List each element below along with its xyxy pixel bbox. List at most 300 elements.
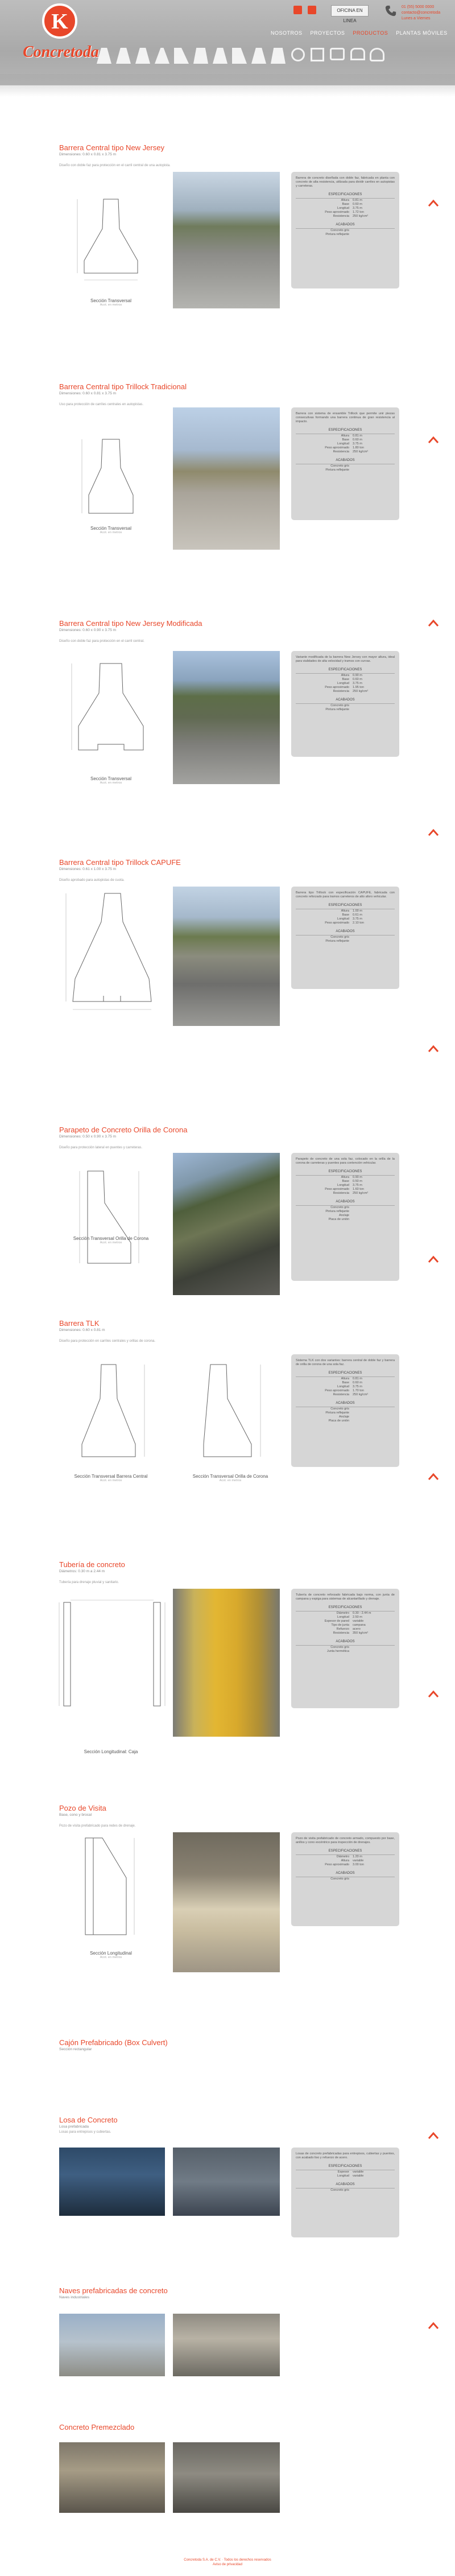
spec-key: Longitud [337,1615,349,1619]
spec-value [353,1877,387,1881]
spec-heading: ACABADOS [296,930,395,935]
barrier-icon[interactable] [213,48,228,64]
spec-heading: ESPECIFICACIONES [296,1371,395,1377]
spec-value: 3.75 m [353,1385,362,1388]
spec-key: Altura [341,199,349,202]
product-subtitle: Sección rectangular [59,2047,92,2051]
facebook-icon[interactable] [293,6,302,14]
spec-key: Peso aproximado [325,211,349,214]
product-section [0,2423,455,2537]
spec-row [296,1419,395,1423]
spec-value [353,1214,387,1218]
footer-link[interactable]: Aviso de privacidad [213,2563,242,2566]
spec-value: 0.30 - 2.44 m [353,1611,371,1615]
product-note: Diseño con doble faz para protección en el carril central. [59,640,144,643]
spec-row [296,434,395,438]
product-section [0,619,455,835]
chevron-up-icon[interactable] [428,619,439,627]
spec-row [296,1415,395,1419]
spec-key: Resistencia [333,1393,349,1396]
spec-value: variable [353,2170,364,2174]
spec-key: Altura [341,434,349,438]
chevron-up-icon[interactable] [428,199,439,207]
spec-value [353,939,387,943]
spec-value: 250 kg/cm² [353,450,369,454]
product-photo [173,2442,280,2513]
spec-heading: ACABADOS [296,1640,395,1646]
spec-key: Peso aproximado [325,686,349,689]
product-subtitle: Dimensiones: 0.61 x 1.00 x 3.75 m [59,867,117,871]
spec-heading: ACABADOS [296,698,395,704]
spec-row [296,211,395,215]
spec-row [296,1859,395,1863]
drawing-caption [63,526,159,534]
spec-key: Altura [341,674,349,677]
spec-key: Anclaje [338,1415,349,1419]
spec-heading: ESPECIFICACIONES [296,193,395,199]
slab-icon[interactable] [330,48,345,60]
product-title: Barrera Central tipo Trillock Tradicional [59,382,187,391]
product-description: Variante modificada de la barrera New Jersey con mayor altura, ideal para vialidades de alta velocidad y tramos con curvas. [296,656,395,663]
spec-key: Peso aproximado [325,1863,349,1866]
spec-value: 0.61 m [353,913,362,917]
product-subtitle: Dimensiones: 0.60 x 0.90 x 3.75 m [59,628,117,632]
product-photo [173,2148,280,2216]
spec-row [296,1210,395,1214]
caption-text: Sección Longitudinal [90,1951,132,1956]
spec-row [296,682,395,686]
product-title: Barrera Central tipo New Jersey Modificada [59,619,202,628]
spec-value: variable [353,1619,364,1623]
spec-value: 0.81 m [353,434,362,438]
cross-section-drawing [57,1594,171,1725]
logo-letter: K [51,10,68,34]
product-photo [59,2314,165,2376]
caption-text: Sección Longitudinal: Caja [84,1749,138,1754]
spec-value: 0.60 m [353,438,362,442]
caption-text: Sección Transversal [90,526,132,531]
spec-row [296,913,395,917]
spec-heading: ACABADOS [296,1200,395,1206]
site-header [0,0,455,85]
spec-box [291,407,399,520]
product-note: Diseño para protección en carriles centrales y orillas de corona. [59,1339,156,1343]
warehouse-icon[interactable] [350,48,365,60]
spec-row [296,1615,395,1619]
spec-value: 250 kg/cm² [353,215,369,218]
nav-item-productos[interactable]: PRODUCTOS [353,30,388,36]
spec-value: 250 kg/cm² [353,690,369,693]
spec-row [296,446,395,450]
spec-value: 1.20 m [353,1855,362,1858]
spec-key: Concreto gris [330,1877,349,1881]
product-note: Tubería para drenaje pluvial y sanitario. [59,1581,119,1584]
spec-key: Longitud [337,2174,349,2178]
spec-row [296,1393,395,1397]
spec-heading: ESPECIFICACIONES [296,668,395,674]
spec-value [353,708,387,712]
drawing-caption [63,1951,159,1959]
spec-heading: ESPECIFICACIONES [296,1170,395,1176]
spec-row [296,1627,395,1631]
spec-key: Concreto gris [330,1206,349,1209]
chevron-up-icon[interactable] [428,2132,439,2140]
spec-value [353,2188,387,2192]
spec-value: 3.00 ton [353,1863,364,1866]
spec-key: Peso aproximado [325,1188,349,1191]
spec-key: Tipo de junta [331,1623,349,1627]
product-section [0,2116,455,2286]
spec-heading: ACABADOS [296,1872,395,1877]
product-note: Diseño para protección lateral en puentes y carreteras. [59,1146,143,1149]
spec-key: Resistencia [333,215,349,218]
spec-key: Concreto gris [330,935,349,939]
barrier-icon[interactable] [135,48,150,64]
product-photo [173,1832,280,1972]
spec-row [296,678,395,682]
caption-small: Acot. en metros [100,303,122,307]
spec-row [296,1377,395,1381]
nav-item-plantas[interactable]: PLANTAS MÓVILES [396,30,448,36]
caption-small: Acot. en metros [100,1956,122,1959]
spec-value [353,1650,387,1654]
product-title: Barrera Central tipo Trillock CAPUFE [59,858,181,867]
brand-logo[interactable] [13,3,104,72]
product-subtitle: Base, cono y brocal [59,1813,92,1817]
spec-key: Altura [341,1859,349,1862]
spec-key: Concreto gris [330,704,349,707]
spec-box [291,1153,399,1281]
parapet-icon[interactable] [174,48,189,64]
spec-key: Concreto gris [330,1646,349,1649]
caption-small: Acot. en metros [100,781,122,785]
spec-value: 250 kg/cm² [353,1393,369,1396]
spec-value: 3.75 m [353,207,362,210]
spec-value [353,935,387,939]
spec-key: Placa de unión [328,1419,349,1423]
caption-small: Acot. en metros [100,531,122,534]
caption-text: Sección Transversal [90,298,132,303]
product-section [0,1126,455,1330]
spec-value: 0.90 m [353,1176,362,1179]
spec-key: Peso aproximado [325,921,349,925]
spec-value: 0.90 m [353,674,362,677]
spec-key: Peso aproximado [325,1389,349,1392]
spec-value [353,1419,387,1423]
product-photo [173,651,280,784]
product-note: Diseño aprobado para autopistas de cuota. [59,879,125,882]
spec-row [296,1218,395,1222]
chevron-up-icon[interactable] [428,829,439,836]
phone-icon [384,5,397,17]
spec-key: Pintura reflejante [325,1411,349,1415]
drawing-caption [63,1236,159,1244]
spec-heading: ESPECIFICACIONES [296,904,395,909]
footer [0,2558,455,2567]
spec-row [296,1385,395,1389]
barrier-icon[interactable] [116,48,131,64]
product-subtitle: Dimensiones: 0.60 x 0.81 x 3.75 m [59,391,117,395]
spec-row [296,1389,395,1393]
spec-value [353,1210,387,1214]
product-description: Losas de concreto prefabricadas para entrepisos, cubiertas y puentes, con acabado liso y refuerzo de acero. [296,2152,395,2159]
product-section [0,1560,455,1788]
spec-row [296,939,395,943]
product-icon-row [91,48,455,68]
product-description: Sistema TLK con dos variantes: barrera central de doble faz y barrera de orilla de corona de una sola faz. [296,1359,395,1366]
cross-section-drawing [63,1832,159,1946]
box-culvert-icon[interactable] [311,48,324,61]
spec-value: variable [353,1859,364,1862]
spec-key: Diámetro [336,1855,349,1858]
spec-row [296,450,395,454]
drawing-caption [63,1474,159,1482]
product-photo [59,2148,165,2216]
chevron-up-icon[interactable] [428,1045,439,1053]
spec-key: Resistencia [333,450,349,454]
spec-row [296,690,395,694]
logo-mark [42,3,77,39]
parapet-icon[interactable] [232,48,247,64]
spec-row [296,442,395,446]
spec-value: 3.75 m [353,917,362,921]
spec-row [296,207,395,211]
product-section [0,1804,455,2031]
spec-row [296,935,395,939]
spec-row [296,1855,395,1859]
spec-value [353,1646,387,1650]
spec-row [296,1650,395,1654]
spec-value [353,1411,387,1415]
spec-value [353,1407,387,1411]
spec-value: 1.95 ton [353,686,364,689]
barrier-icon[interactable] [193,48,208,64]
product-description: Barrera tipo Trillock con especificación CAPUFE, fabricada con concreto reforzado para tramos carreteros de alto aforo vehicular. [296,891,395,898]
spec-key: Altura [341,1377,349,1380]
spec-key: Longitud [337,1184,349,1187]
spec-value [353,704,387,708]
spec-value: 3.75 m [353,442,362,446]
spec-row [296,1877,395,1881]
product-photo [173,2314,280,2376]
product-subtitle: Diámetros: 0.30 m a 2.44 m [59,1569,105,1573]
spec-heading: ESPECIFICACIONES [296,428,395,434]
spec-key: Resistencia [333,1631,349,1635]
youtube-icon[interactable] [308,6,316,14]
spec-value: campana [353,1623,366,1627]
spec-row [296,1631,395,1635]
spec-value: 1.70 ton [353,1389,364,1392]
spec-value [353,1218,387,1222]
product-section [0,382,455,587]
spec-key: Junta hermética [326,1650,349,1653]
spec-value: 1.80 ton [353,446,364,450]
spec-value: 2.50 m [353,1615,362,1619]
chevron-up-icon[interactable] [428,1690,439,1698]
product-subtitle: Dimensiones: 0.60 x 0.81 m [59,1328,105,1332]
chevron-up-icon[interactable] [428,1255,439,1263]
product-photo [173,407,280,550]
spec-key: Concreto gris [330,2188,349,2192]
spec-row [296,1176,395,1180]
product-description: Barrera con sistema de ensamble Trillock que permite unir piezas consecutivas formando una barrera continua de gran resistencia al impacto. [296,412,395,423]
logo-text: Concretoda [23,43,99,61]
spec-key: Diámetro [336,1611,349,1615]
spec-value [353,1415,387,1419]
spec-heading: ESPECIFICACIONES [296,1849,395,1855]
spec-value: variable [353,2174,364,2178]
main-nav [271,30,454,36]
spec-key: Base [342,438,349,442]
product-title: Parapeto de Concreto Orilla de Corona [59,1126,188,1134]
spec-heading: ACABADOS [296,223,395,229]
spec-key: Pintura reflejante [325,233,349,236]
spec-key: Espesor [337,2170,349,2174]
spec-key: Base [342,1381,349,1384]
spec-value: 3.75 m [353,682,362,685]
spec-heading: ACABADOS [296,459,395,464]
contact-info [402,5,440,22]
spec-row [296,438,395,442]
spec-row [296,229,395,233]
spec-value: 0.50 m [353,1180,362,1183]
spec-row [296,1381,395,1385]
spec-box [291,651,399,757]
chevron-up-icon[interactable] [428,436,439,444]
spec-value [353,229,387,233]
spec-value [353,464,387,468]
spec-row [296,917,395,921]
spec-row [296,464,395,468]
spec-row [296,686,395,690]
spec-box [291,2148,399,2237]
cross-section-drawing [188,1359,273,1467]
contact-line: 01 (55) 5000 0000 [402,5,435,9]
spec-key: Concreto gris [330,464,349,468]
mixer-icon[interactable] [370,48,384,61]
product-note: Uso para protección de carriles centrales en autopistas. [59,403,144,406]
spec-row [296,1180,395,1184]
spec-key: Altura [341,909,349,913]
barrier-icon[interactable] [271,48,286,64]
spec-key: Base [342,1180,349,1183]
spec-key: Pintura reflejante [325,1210,349,1213]
nav-item-proyectos[interactable]: PROYECTOS [310,30,345,36]
spec-value [353,468,387,472]
spec-row [296,1407,395,1411]
drawing-caption [63,1749,159,1754]
product-photo [173,1589,280,1737]
product-title: Naves prefabricadas de concreto [59,2286,168,2295]
spec-key: Concreto gris [330,1407,349,1411]
spec-value: 1.00 m [353,909,362,913]
product-title: Concreto Premezclado [59,2423,135,2431]
contact-line: Lunes a Viernes [402,17,431,20]
drawing-caption [63,776,159,785]
spec-key: Refuerzo [336,1627,349,1631]
product-title: Barrera Central tipo New Jersey [59,143,164,152]
drawing-caption [182,1474,279,1482]
spec-row [296,708,395,712]
spec-box [291,172,399,288]
spec-key: Pintura reflejante [325,708,349,711]
spec-key: Longitud [337,682,349,685]
spec-value [353,1206,387,1210]
chevron-up-icon[interactable] [428,2322,439,2330]
pipe-icon[interactable] [291,48,305,61]
office-online-button[interactable]: OFICINA EN LINEA [331,5,369,17]
spec-value: 0.81 m [353,1377,362,1380]
barrier-icon[interactable] [251,48,266,64]
spec-heading: ESPECIFICACIONES [296,1606,395,1611]
spec-row [296,1206,395,1210]
spec-heading: ESPECIFICACIONES [296,2165,395,2170]
spec-value: 1.60 ton [353,1188,364,1191]
product-section [0,858,455,1063]
product-title: Pozo de Visita [59,1804,106,1812]
product-photo [173,172,280,308]
spec-key: Longitud [337,442,349,446]
spec-value: acero [353,1627,361,1631]
product-title: Barrera TLK [59,1319,100,1328]
spec-row [296,1184,395,1188]
spec-key: Altura [341,1176,349,1179]
spec-key: Longitud [337,207,349,210]
nav-item-nosotros[interactable]: NOSOTROS [271,30,303,36]
spec-box [291,887,399,989]
product-photo [173,887,280,1026]
product-section [0,2038,455,2072]
contact-line: contacto@concretoda [402,11,441,15]
caption-text: Sección Transversal Orilla de Corona [73,1236,149,1241]
spec-key: Resistencia [333,1192,349,1195]
header-fade [0,74,455,97]
caption-text: Sección Transversal [90,776,132,781]
spec-row [296,203,395,207]
spec-box [291,1832,399,1926]
spec-row [296,1623,395,1627]
cross-section-drawing [63,189,159,291]
cross-section-drawing [63,659,159,773]
spec-box [291,1589,399,1708]
drawing-caption [63,298,159,307]
product-photo [173,1153,280,1295]
barrier-icon[interactable] [155,48,169,64]
product-description: Parapeto de concreto de una sola faz, colocado en la orilla de la corona de carreteras y puentes para contención vehicular. [296,1157,395,1165]
spec-box [291,1354,399,1467]
caption-small: Acot. en metros [100,1479,122,1482]
spec-key: Espesor de pared [324,1619,349,1623]
product-subtitle: Dimensiones: 0.50 x 0.90 x 3.75 m [59,1135,117,1139]
spec-value: 0.60 m [353,203,362,206]
spec-row [296,1192,395,1196]
spec-value: 1.72 ton [353,211,364,214]
product-description: Tubería de concreto reforzado fabricada bajo norma, con junta de campana y espiga para sistemas de alcantarillado y drenaje. [296,1593,395,1601]
spec-row [296,1646,395,1650]
barrier-icon[interactable] [97,48,111,64]
product-photo [59,2442,165,2513]
spec-row [296,1411,395,1415]
spec-value: 350 kg/cm² [353,1631,369,1635]
cross-section-drawing [63,434,159,536]
spec-row [296,909,395,913]
spec-row [296,1863,395,1867]
chevron-up-icon[interactable] [428,1473,439,1481]
spec-row [296,2170,395,2174]
product-subtitle: Losa prefabricada [59,2125,89,2129]
spec-row [296,1214,395,1218]
spec-key: Longitud [337,1385,349,1388]
